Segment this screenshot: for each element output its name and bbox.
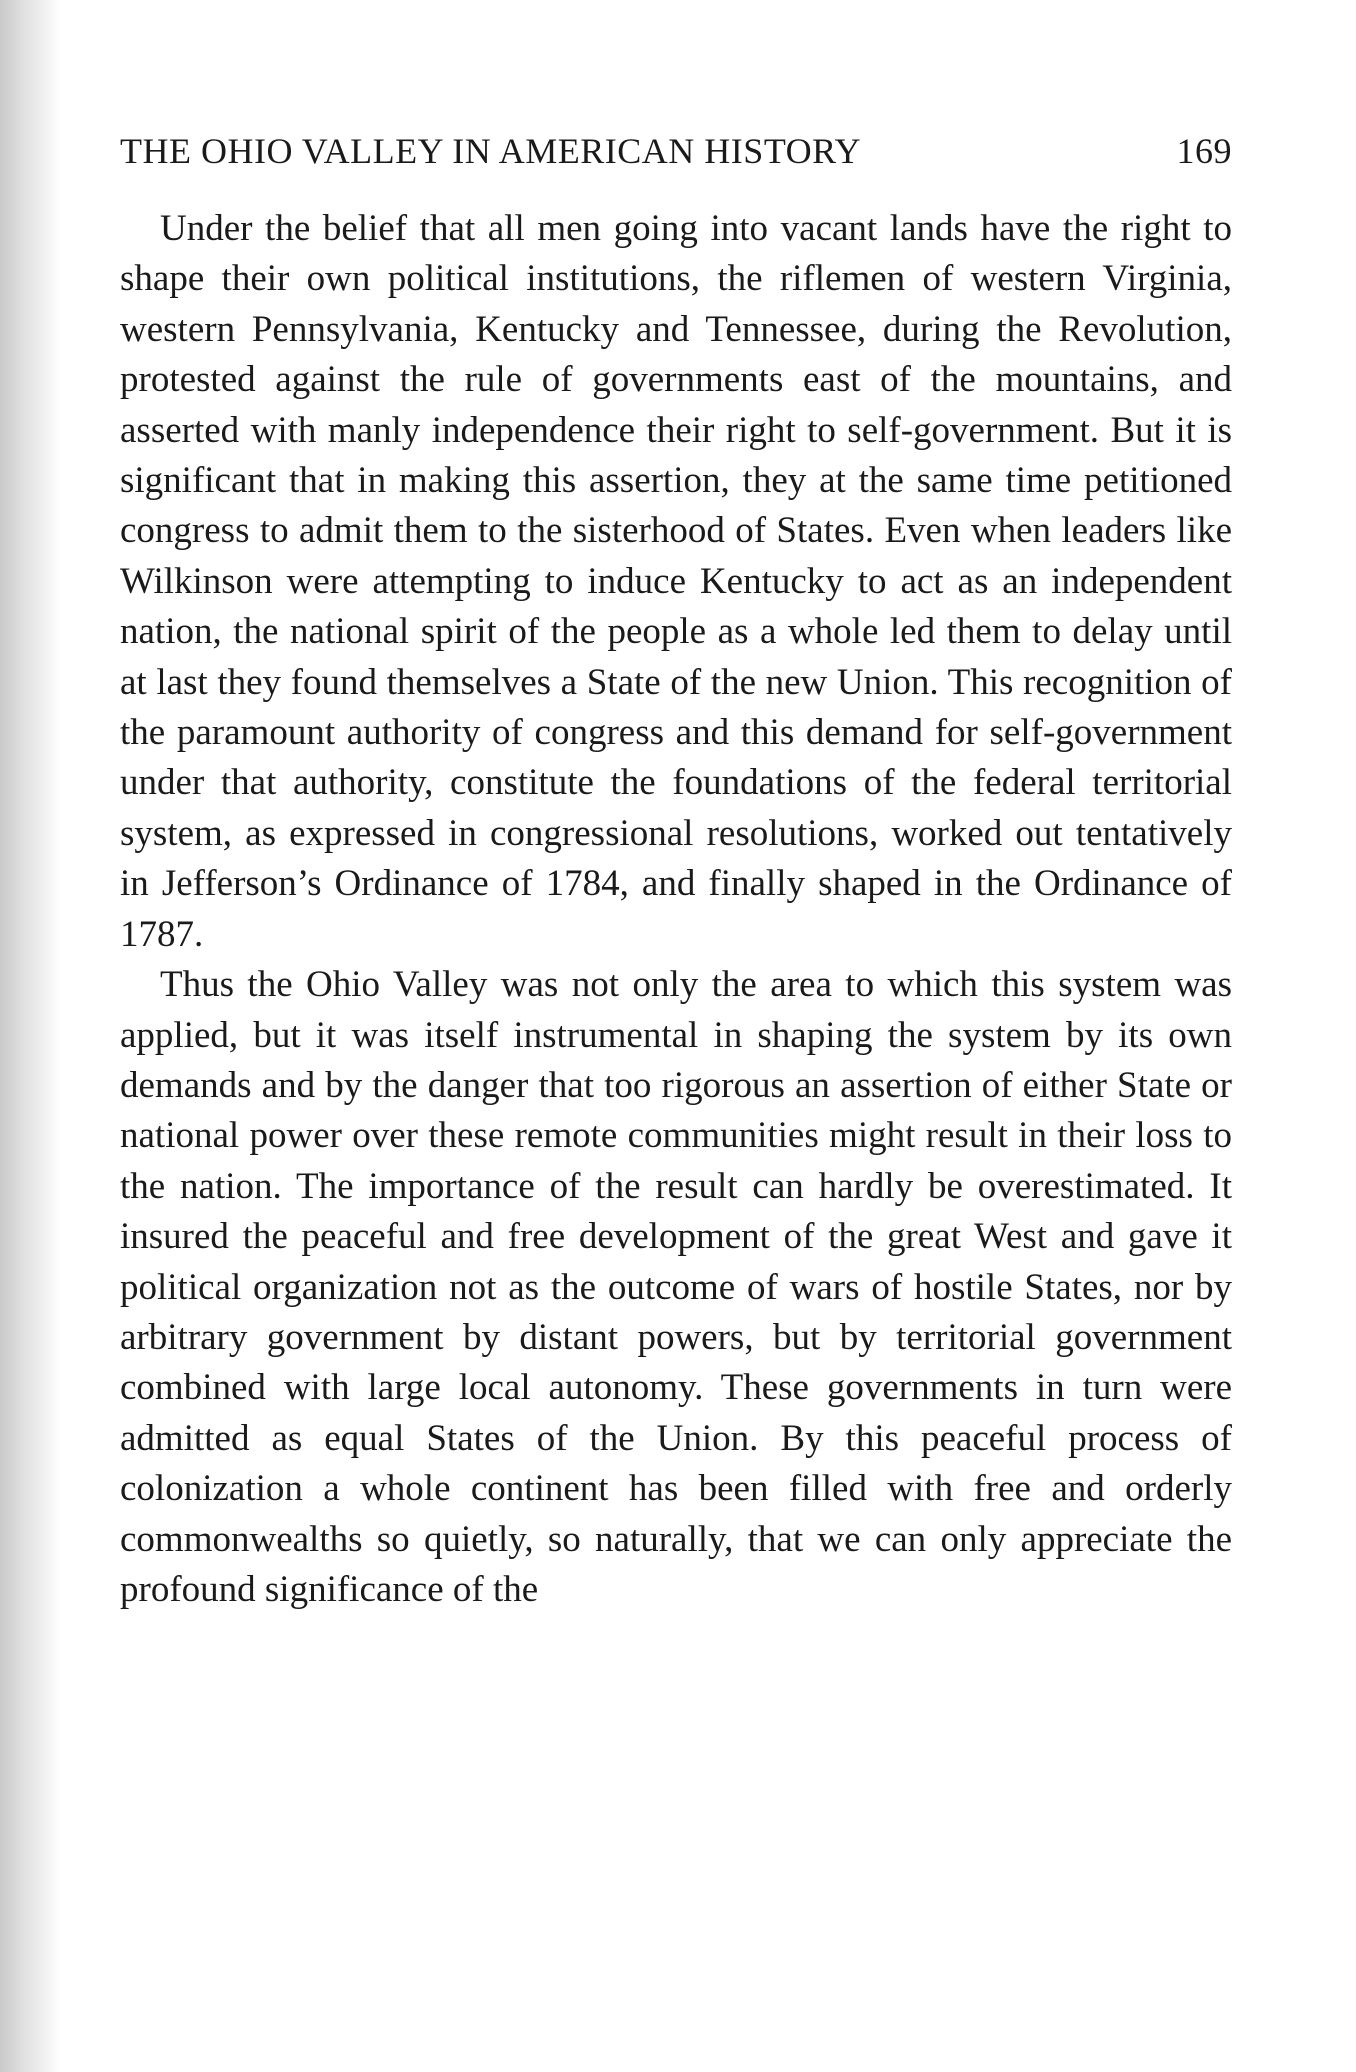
running-head-title: THE OHIO VALLEY IN AMERICAN HISTORY bbox=[120, 131, 862, 171]
running-head bbox=[120, 130, 1232, 172]
paragraph: Thus the Ohio Valley was not only the area to which this system was applied, but it was itself instrumental in shaping the system by its own demands and by the danger that too rigorous an assertion of either State or national power over these remote communities might result in their loss to the nation. The importance of the result can hardly be overestimated. It insured the peaceful and free development of the great West and gave it political organization not as the outcome of wars of hostile States, nor by arbitrary government by distant powers, but by territorial government combined with large local autonomy. These governments in turn were admitted as equal States of the Union. By this peaceful process of colonization a whole continent has been filled with free and orderly commonwealths so quietly, so naturally, that we can only appreciate the profound significance of the bbox=[120, 964, 1232, 1610]
page-binding-shadow bbox=[0, 0, 60, 2072]
paragraph: Under the belief that all men going into vacant lands have the right to shape their own political institutions, the riflemen of western Virginia, western Pennsylvania, Kentucky and Tennessee, during the Revolution, protested against the rule of governments east of the mountains, and asserted with manly independence their right to self-government. But it is significant that in making this assertion, they at the same time petitioned congress to admit them to the sisterhood of States. Even when leaders like Wilkinson were attempting to induce Kentucky to act as an independent nation, the national spirit of the people as a whole led them to delay until at last they found themselves a State of the new Union. This recognition of the paramount authority of congress and this demand for self-government under that authority, constitute the foundations of the federal territorial system, as expressed in congressional resolutions, worked out tentatively in Jefferson’s Ordinance of 1784, and finally shaped in the Ordinance of 1787. bbox=[120, 208, 1232, 955]
book-page bbox=[120, 130, 1232, 1615]
body-text bbox=[120, 204, 1232, 1615]
page-number: 169 bbox=[1176, 131, 1232, 171]
